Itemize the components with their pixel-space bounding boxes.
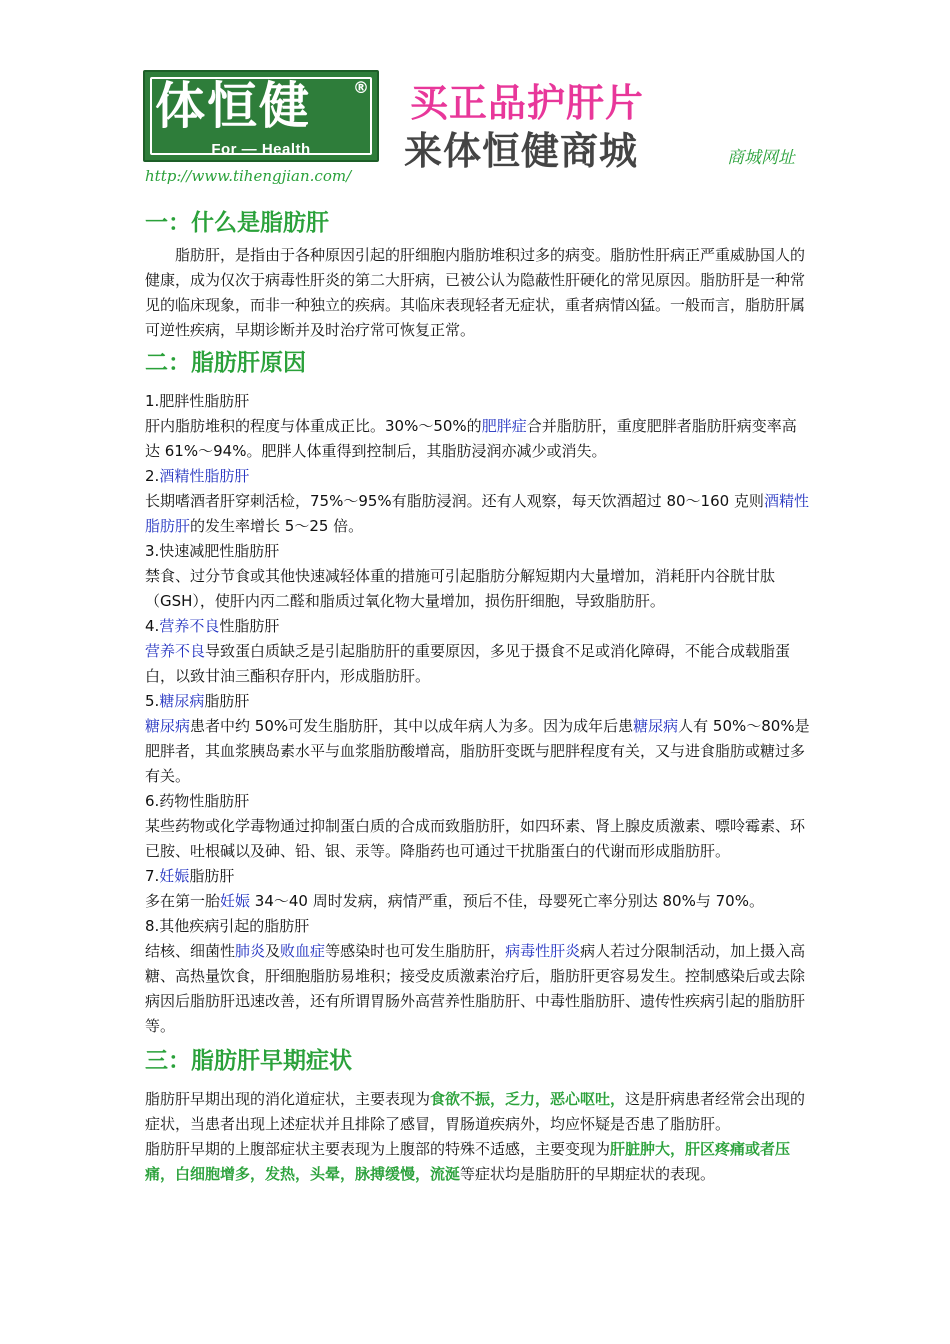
text: 5.	[145, 692, 160, 710]
text: 导致蛋白质缺乏是引起脂肪肝的重要原因，多见于摄食不足或消化障碍，不能合成载脂蛋白，以致甘油三酯积存肝内，形成脂肪肝。	[145, 642, 791, 685]
text: 脂肪肝早期出现的消化道症状，主要表现为	[145, 1090, 431, 1108]
cause-7-heading	[145, 864, 810, 889]
cause-1-heading: 1.肥胖性脂肪肝	[145, 392, 250, 410]
text: 34～40 周时发病，病情严重，预后不佳，母婴死亡率分别达 80%与 70%。	[250, 892, 764, 910]
link-pneumonia[interactable]: 肺炎	[235, 942, 266, 960]
link-pregnancy-2[interactable]: 妊娠	[220, 892, 251, 910]
text: 等症状均是脂肪肝的早期症状的表现。	[460, 1165, 716, 1183]
section-1-paragraph: 脂肪肝，是指由于各种原因引起的肝细胞内脂肪堆积过多的病变。脂肪性肝病正严重威胁国人的健康，成为仅次于病毒性肝炎的第二大肝病，已被公认为隐蔽性肝硬化的常见原因。脂肪肝是一种常见的临床现象，而非一种独立的疾病。其临床表现轻者无症状，重者病情凶猛。一般而言，脂肪肝属可逆性疾病，早期诊断并及时治疗常可恢复正常。	[145, 246, 806, 339]
shop-url-link[interactable]: http://www.tihengjian.com/	[145, 167, 352, 185]
registered-mark: ®	[353, 78, 369, 97]
text: 4.	[145, 617, 160, 635]
cause-8-body	[145, 939, 810, 1039]
text: 7.	[145, 867, 160, 885]
cause-1-body	[145, 414, 810, 464]
link-alcoholic-fatty-liver[interactable]: 酒精性脂肪肝	[159, 467, 250, 485]
link-obesity[interactable]: 肥胖症	[481, 417, 527, 435]
text: 结核、细菌性	[145, 942, 236, 960]
cause-4-heading	[145, 614, 810, 639]
text: 及	[265, 942, 281, 960]
symptom-paragraph-1	[145, 1087, 810, 1137]
cause-7-body	[145, 889, 810, 914]
text: 脂肪肝	[189, 867, 235, 885]
text: 脂肪肝早期的上腹部症状主要表现为上腹部的特殊不适感，主要变现为	[145, 1140, 611, 1158]
header	[0, 0, 950, 200]
highlight-digestive-symptoms: 食欲不振，乏力，恶心呕吐，	[430, 1090, 626, 1108]
text: 的发生率增长 5～25 倍。	[190, 517, 364, 535]
slogan-line-1: 买正品护肝片	[410, 81, 645, 125]
text: 长期嗜酒者肝穿刺活检，75%～95%有脂肪浸润。还有人观察，每天饮酒超过 80～160 克则	[145, 492, 764, 510]
cause-8-heading: 8.其他疾病引起的脂肪肝	[145, 917, 310, 935]
cause-6-heading: 6.药物性脂肪肝	[145, 792, 250, 810]
cause-2-body	[145, 489, 810, 539]
cause-5-body	[145, 714, 810, 789]
logo-subtitle: For — Health	[211, 141, 311, 158]
text: 多在第一胎	[145, 892, 221, 910]
text: 等感染时也可发生脂肪肝，	[325, 942, 506, 960]
section-1-title: 一：什么是脂肪肝	[145, 210, 329, 236]
link-alcoholic-fatty-liver-2[interactable]: 酒精性脂肪肝	[145, 492, 809, 535]
link-diabetes-2[interactable]: 糖尿病	[145, 717, 191, 735]
cause-6-body: 某些药物或化学毒物通过抑制蛋白质的合成而致脂肪肝，如四环素、肾上腺皮质激素、嘌呤霉素、环已胺、吐根碱以及砷、铅、银、汞等。降脂药也可通过干扰脂蛋白的代谢而形成脂肪肝。	[145, 817, 806, 860]
link-diabetes-3[interactable]: 糖尿病	[633, 717, 679, 735]
text: 病人若过分限制活动，加上摄入高糖、高热量饮食，肝细胞脂肪易堆积；接受皮质激素治疗后，脂肪肝更容易发生。控制感染后或去除病因后脂肪肝迅速改善，还有所谓胃肠外高营养性脂肪肝、中毒性脂肪肝、遗传性疾病引起的脂肪肝等。	[145, 942, 806, 1035]
section-2-title: 二：脂肪肝原因	[145, 350, 306, 376]
text: 患者中约 50%可发生脂肪肝，其中以成年病人为多。因为成年后患	[190, 717, 634, 735]
section-3-title: 三：脂肪肝早期症状	[145, 1048, 352, 1074]
cause-4-body	[145, 639, 810, 689]
link-sepsis[interactable]: 败血症	[280, 942, 326, 960]
cause-5-heading	[145, 689, 810, 714]
symptom-paragraph-2	[145, 1137, 810, 1187]
text: 2.	[145, 467, 160, 485]
article-body	[145, 205, 810, 1187]
link-viral-hepatitis[interactable]: 病毒性肝炎	[505, 942, 581, 960]
slogan-line-2: 来体恒健商城	[404, 129, 639, 173]
link-diabetes[interactable]: 糖尿病	[159, 692, 205, 710]
cause-3-heading: 3.快速减肥性脂肪肝	[145, 542, 280, 560]
text: 脂肪肝	[204, 692, 250, 710]
logo-title: 体恒健	[155, 77, 311, 135]
text: 肝内脂肪堆积的程度与体重成正比。30%～50%的	[145, 417, 482, 435]
text: 合并脂肪肝，重度肥胖者脂肪肝病变率高达 61%～94%。肥胖人体重得到控制后，其脂肪浸润亦减少或消失。	[145, 417, 797, 460]
link-malnutrition-2[interactable]: 营养不良	[145, 642, 206, 660]
highlight-abdominal-symptoms: 肝脏肿大，肝区疼痛或者压痛，白细胞增多，发热，头晕，脉搏缓慢，流涎	[145, 1140, 791, 1183]
link-malnutrition[interactable]: 营养不良	[159, 617, 220, 635]
cause-2-heading	[145, 464, 810, 489]
text: 性脂肪肝	[219, 617, 280, 635]
text: 这是肝病患者经常会出现的症状，当患者出现上述症状并且排除了感冒，胃肠道疾病外，均应怀疑是否患了脂肪肝。	[145, 1090, 806, 1133]
text: 人有 50%～80%是肥胖者，其血浆胰岛素水平与血浆脂肪酸增高，脂肪肝变既与肥胖程度有关，又与进食脂肪或糖过多有关。	[145, 717, 810, 785]
brand-logo	[143, 70, 379, 162]
cause-3-body: 禁食、过分节食或其他快速减轻体重的措施可引起脂肪分解短期内大量增加，消耗肝内谷胱甘肽（GSH），使肝内丙二醛和脂质过氧化物大量增加，损伤肝细胞，导致脂肪肝。	[145, 567, 776, 610]
shop-url-label: 商城网址	[727, 148, 795, 168]
link-pregnancy[interactable]: 妊娠	[159, 867, 190, 885]
